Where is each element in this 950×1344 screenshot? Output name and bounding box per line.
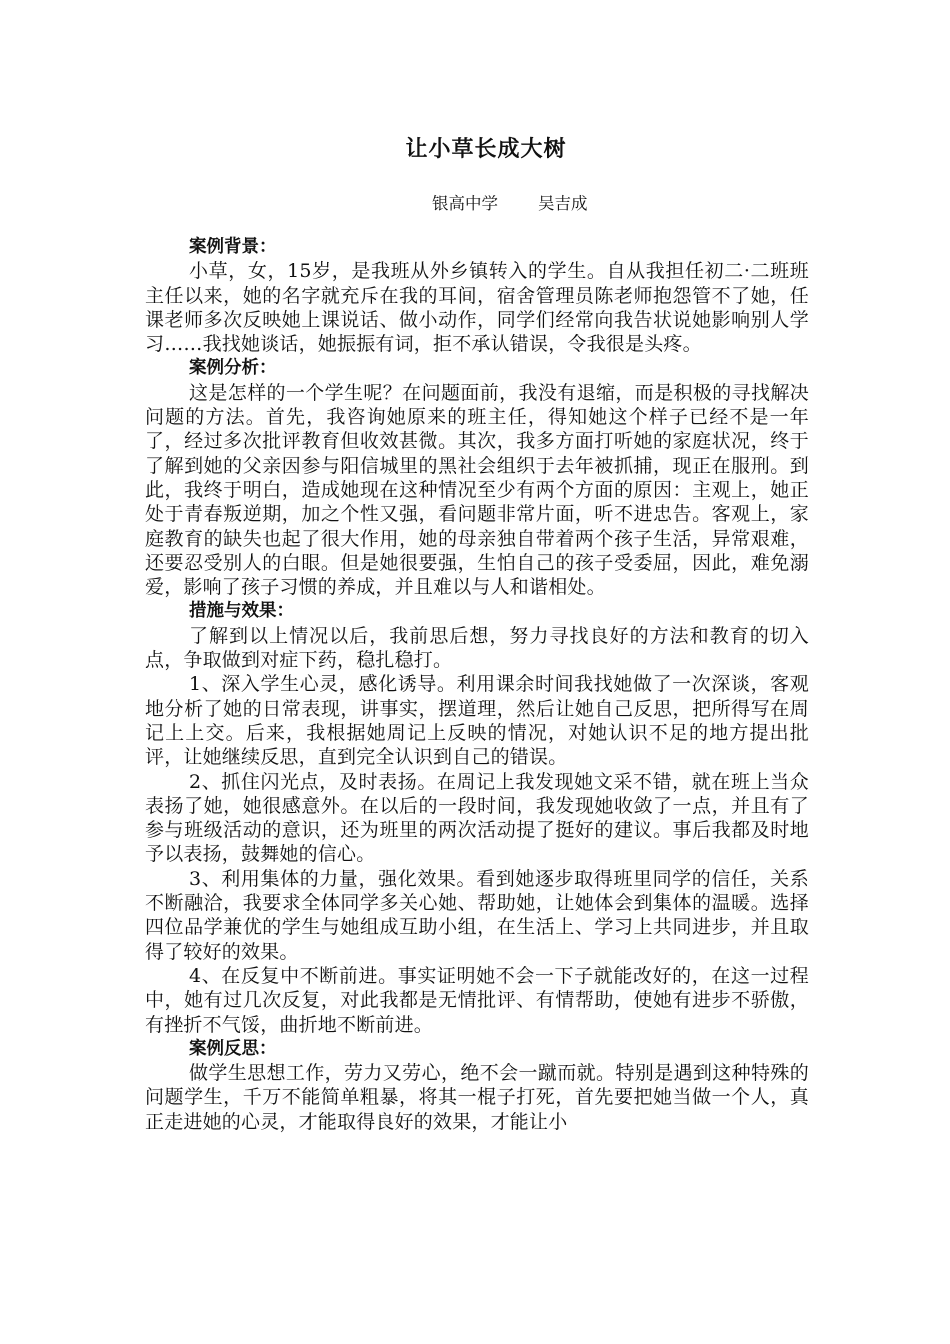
paragraph: 1、深入学生心灵，感化诱导。利用课余时间我找她做了一次深谈，客观地分析了她的日常表现，讲事实，摆道理，然后让她自己反思，把所得写在周记上上交。后来，我根据她周记上反映的情况，对她认识不足的地方提出批评，让她继续反思，直到完全认识到自己的错误。 xyxy=(145,673,809,769)
paragraph: 4、在反复中不断前进。事实证明她不会一下子就能改好的，在这一过程中，她有过几次反复，对此我都是无情批评、有情帮助，使她有进步不骄傲，有挫折不气馁，曲折地不断前进。 xyxy=(145,964,809,1036)
section-heading: 措施与效果： xyxy=(189,601,294,622)
byline-author: 吴吉成 xyxy=(538,194,588,213)
document-title: 让小草长成大树 xyxy=(405,137,567,162)
byline-school: 银高中学 xyxy=(432,194,498,213)
section-heading: 案例背景： xyxy=(189,237,277,257)
section-background xyxy=(145,235,809,356)
paragraph: 小草，女，15岁，是我班从外乡镇转入的学生。自从我担任初二·二班班主任以来，她的名字就充斥在我的耳间，宿舍管理员陈老师抱怨管不了她，任课老师多次反映她上课说话、做小动作，同学们经常向我告状说她影响别人学习……我找她谈话，她振振有词，拒不承认错误，令我很是头疼。 xyxy=(145,260,809,356)
section-reflection xyxy=(145,1037,809,1134)
paragraph: 了解到以上情况以后，我前思后想，努力寻找良好的方法和教育的切入点，争取做到对症下药，稳扎稳打。 xyxy=(145,624,809,672)
section-heading: 案例反思： xyxy=(189,1038,277,1059)
paragraph: 做学生思想工作，劳力又劳心，绝不会一蹴而就。特别是遇到这种特殊的问题学生，千万不能简单粗暴，将其一棍子打死，首先要把她当做一个人，真正走进她的心灵，才能取得良好的效果，才能让小 xyxy=(145,1062,809,1133)
section-measures xyxy=(145,599,809,1036)
byline xyxy=(145,192,809,216)
paragraph: 3、利用集体的力量，强化效果。看到她逐步取得班里同学的信任，关系不断融洽，我要求全体同学多关心她、帮助她，让她体会到集体的温暖。选择四位品学兼优的学生与她组成互助小组，在生活上、学习上共同进步，并且取得了较好的效果。 xyxy=(145,867,809,963)
section-heading: 案例分析： xyxy=(189,358,277,379)
paragraph: 2、抓住闪光点，及时表扬。在周记上我发现她文采不错，就在班上当众表扬了她，她很感意外。在以后的一段时间，我发现她收敛了一点，并且有了参与班级活动的意识，还为班里的两次活动提了挺好的建议。事后我都及时地予以表扬，鼓舞她的信心。 xyxy=(145,770,809,866)
paragraph: 这是怎样的一个学生呢？在问题面前，我没有退缩，而是积极的寻找解决问题的方法。首先，我咨询她原来的班主任，得知她这个样子已经不是一年了，经过多次批评教育但收效甚微。其次，我多方面打听她的家庭状况，终于了解到她的父亲因参与阳信城里的黑社会组织于去年被抓捕，现正在服刑。到此，我终于明白，造成她现在这种情况至少有两个方面的原因：主观上，她正处于青春叛逆期，加之个性又强，看问题非常片面，听不进忠告。客观上，家庭教育的缺失也起了很大作用，她的母亲独自带着两个孩子生活，异常艰难，还要忍受别人的白眼。但是她很要强，生怕自己的孩子受委屈，因此，难免溺爱，影响了孩子习惯的养成，并且难以与人和谐相处。 xyxy=(145,381,809,599)
section-analysis xyxy=(145,356,809,599)
document-page xyxy=(145,132,809,1134)
